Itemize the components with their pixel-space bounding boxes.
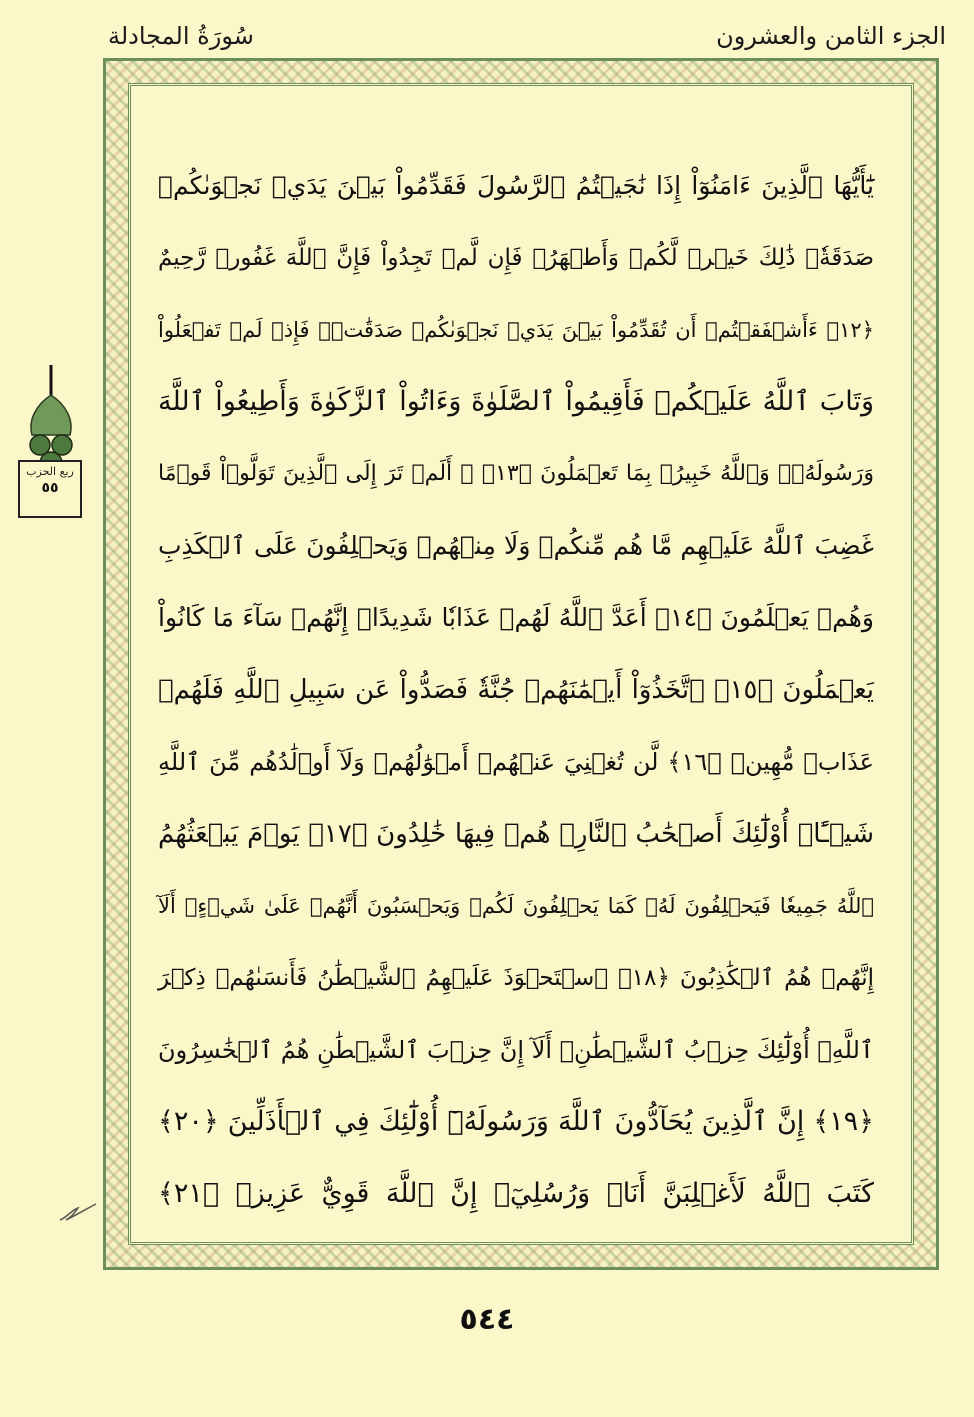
text-line: غَضِبَ ٱللَّهُ عَلَيۡهِم مَّا هُم مِّنكُمۡ وَلَا مِنۡهُمۡ وَيَحۡلِفُونَ عَلَى ٱلۡكَذِبِ xyxy=(158,531,874,560)
text-line: صَدَقَةٗۚ ذَٰلِكَ خَيۡرٞ لَّكُمۡ وَأَطۡهَرُۚ فَإِن لَّمۡ تَجِدُواْ فَإِنَّ ٱللَّهَ غَفُورٞ رَّحِيمٌ xyxy=(158,245,874,271)
text-line: يَٰٓأَيُّهَا ٱلَّذِينَ ءَامَنُوٓاْ إِذَا نَٰجَيۡتُمُ ٱلرَّسُولَ فَقَدِّمُواْ بَيۡنَ يَدَيۡ نَجۡوَىٰكُمۡ xyxy=(158,171,874,200)
hizb-marker xyxy=(18,460,82,518)
pencil-mark-icon xyxy=(58,1200,98,1224)
text-line: ﴿١٢﴾ ءَأَشۡفَقۡتُمۡ أَن تُقَدِّمُواْ بَيۡنَ يَدَيۡ نَجۡوَىٰكُمۡ صَدَقَٰتٖۚ فَإِذۡ لَمۡ تَفۡعَلُواْ xyxy=(158,318,874,342)
juz-header: الجزء الثامن والعشرون xyxy=(716,22,946,50)
text-line: كَتَبَ ٱللَّهُ لَأَغۡلِبَنَّ أَنَا۠ وَرُسُلِيٓۚ إِنَّ ٱللَّهَ قَوِيٌّ عَزِيزٞ ﴿٢١﴾ xyxy=(158,1178,874,1209)
text-line: يَعۡمَلُونَ ﴿١٥﴾ ٱتَّخَذُوٓاْ أَيۡمَٰنَهُمۡ جُنَّةٗ فَصَدُّواْ عَن سَبِيلِ ٱللَّهِ فَلَهُمۡ xyxy=(158,675,874,705)
text-line: شَيۡـًٔاۚ أُوْلَٰٓئِكَ أَصۡحَٰبُ ٱلنَّارِۖ هُمۡ فِيهَا خَٰلِدُونَ ﴿١٧﴾ يَوۡمَ يَبۡعَثُهُمُ xyxy=(158,819,874,849)
text-line: وَهُمۡ يَعۡلَمُونَ ﴿١٤﴾ أَعَدَّ ٱللَّهُ لَهُمۡ عَذَابٗا شَدِيدًاۖ إِنَّهُمۡ سَآءَ مَا كَانُواْ xyxy=(158,603,874,632)
text-line: عَذَابٞ مُّهِينٞ ﴿١٦﴾ لَّن تُغۡنِيَ عَنۡهُمۡ أَمۡوَٰلُهُمۡ وَلَآ أَوۡلَٰدُهُم مِّنَ ٱللَّهِ xyxy=(158,748,874,776)
text-line: ﴿١٩﴾ إِنَّ ٱلَّذِينَ يُحَآدُّونَ ٱللَّهَ وَرَسُولَهُۥٓ أُوْلَٰٓئِكَ فِي ٱلۡأَذَلِّينَ ﴿٢٠﴾ xyxy=(158,1106,874,1137)
text-line: وَتَابَ ٱللَّهُ عَلَيۡكُمۡ فَأَقِيمُواْ ٱلصَّلَوٰةَ وَءَاتُواْ ٱلزَّكَوٰةَ وَأَطِيعُواْ ٱللَّهَ xyxy=(158,386,874,417)
page-number: ٥٤٤ xyxy=(459,1302,515,1337)
text-line: ٱللَّهِۚ أُوْلَٰٓئِكَ حِزۡبُ ٱلشَّيۡطَٰنِۚ أَلَآ إِنَّ حِزۡبَ ٱلشَّيۡطَٰنِ هُمُ ٱلۡخَٰسِرُونَ xyxy=(157,1036,874,1064)
text-line: إِنَّهُمۡ هُمُ ٱلۡكَٰذِبُونَ ﴿١٨﴾ ٱسۡتَحۡوَذَ عَلَيۡهِمُ ٱلشَّيۡطَٰنُ فَأَنسَىٰهُمۡ ذِكۡرَ xyxy=(158,965,874,991)
text-line: وَرَسُولَهُۥۚ وَٱللَّهُ خَبِيرُۢ بِمَا تَعۡمَلُونَ ﴿١٣﴾ ۞ أَلَمۡ تَرَ إِلَى ٱلَّذِينَ تَوَلَّوۡاْ قَوۡمًا xyxy=(158,461,875,486)
quran-text xyxy=(148,150,884,1230)
text-line: ٱللَّهُ جَمِيعٗا فَيَحۡلِفُونَ لَهُۥ كَمَا يَحۡلِفُونَ لَكُمۡ وَيَحۡسَبُونَ أَنَّهُمۡ عَلَىٰ شَيۡءٍۚ أَلَآ xyxy=(158,894,874,918)
hizb-label: ربع الحزب xyxy=(26,465,74,478)
surah-header: سُورَةُ المجادلة xyxy=(108,22,254,50)
hizb-number: ٥٥ xyxy=(41,480,59,496)
